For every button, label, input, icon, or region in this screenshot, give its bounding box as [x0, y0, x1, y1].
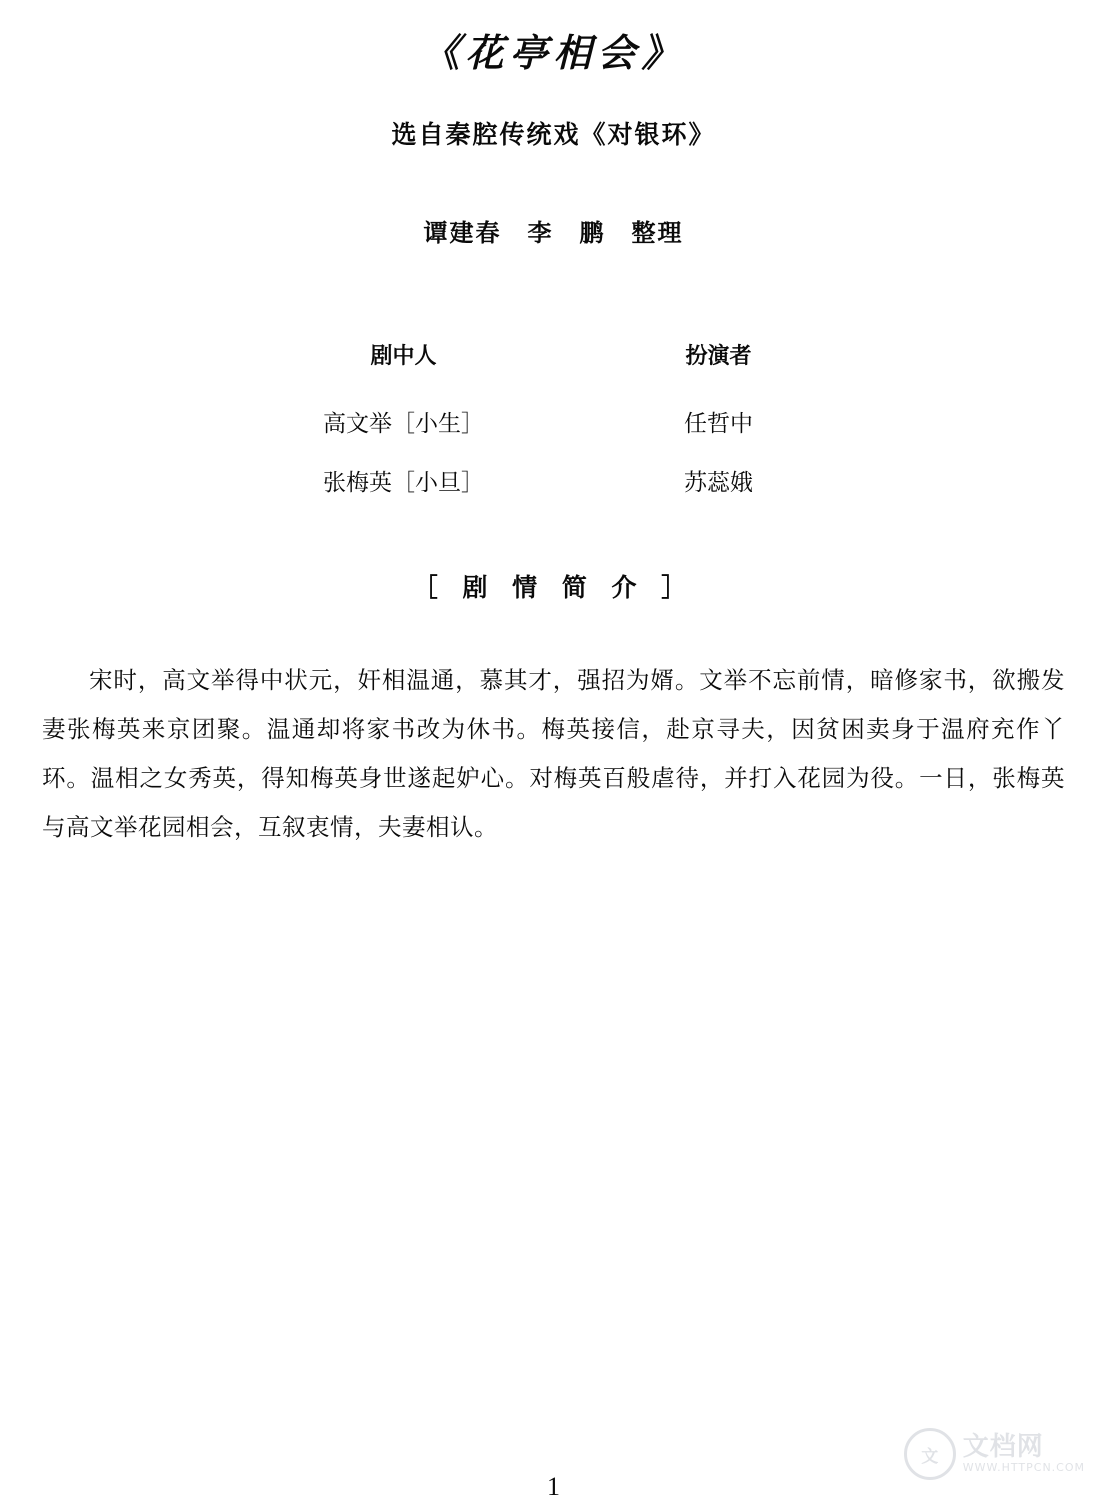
cast-actor: 任哲中 — [684, 411, 753, 437]
watermark — [904, 1428, 1085, 1480]
cast-header-actor: 扮演者 — [685, 343, 752, 369]
cast-actor: 苏蕊娥 — [684, 470, 753, 496]
cast-role: 高文举［小生］ — [323, 411, 484, 437]
watermark-text — [962, 1431, 1085, 1475]
table-row — [239, 451, 869, 510]
page-title: 《花亭相会》 — [421, 30, 686, 75]
cast-header-role: 剧中人 — [370, 343, 437, 369]
cast-table — [239, 326, 869, 510]
document-credits: 谭建春 李 鹏 整理 — [423, 218, 684, 247]
watermark-badge-text: 文 — [921, 1446, 939, 1467]
cast-role: 张梅英［小旦］ — [323, 470, 484, 496]
synopsis-text: 宋时，高文举得中状元，奸相温通，慕其才，强招为婿。文举不忘前情，暗修家书，欲搬发妻张梅英来京团聚。温通却将家书改为休书。梅英接信，赴京寻夫，因贫困卖身于温府充作丫环。温相之女秀英，得知梅英身世遂起妒心。对梅英百般虐待，并打入花园为役。一日，张梅英与高文举花园相会，互叙衷情，夫妻相认。 — [42, 666, 1065, 841]
watermark-site-name: 文档网 — [962, 1431, 1044, 1462]
synopsis-heading: ［ 剧 情 简 介 ］ — [412, 573, 695, 602]
cast-header-row — [239, 326, 869, 392]
watermark-logo-icon — [904, 1428, 956, 1480]
document-page — [0, 22, 1107, 1510]
table-row — [239, 392, 869, 451]
watermark-site-url: WWW.HTTPCN.COM — [962, 1461, 1085, 1475]
page-number: 1 — [547, 1472, 560, 1501]
document-subtitle: 选自秦腔传统戏《对银环》 — [391, 120, 716, 149]
cast-list — [0, 326, 1107, 510]
